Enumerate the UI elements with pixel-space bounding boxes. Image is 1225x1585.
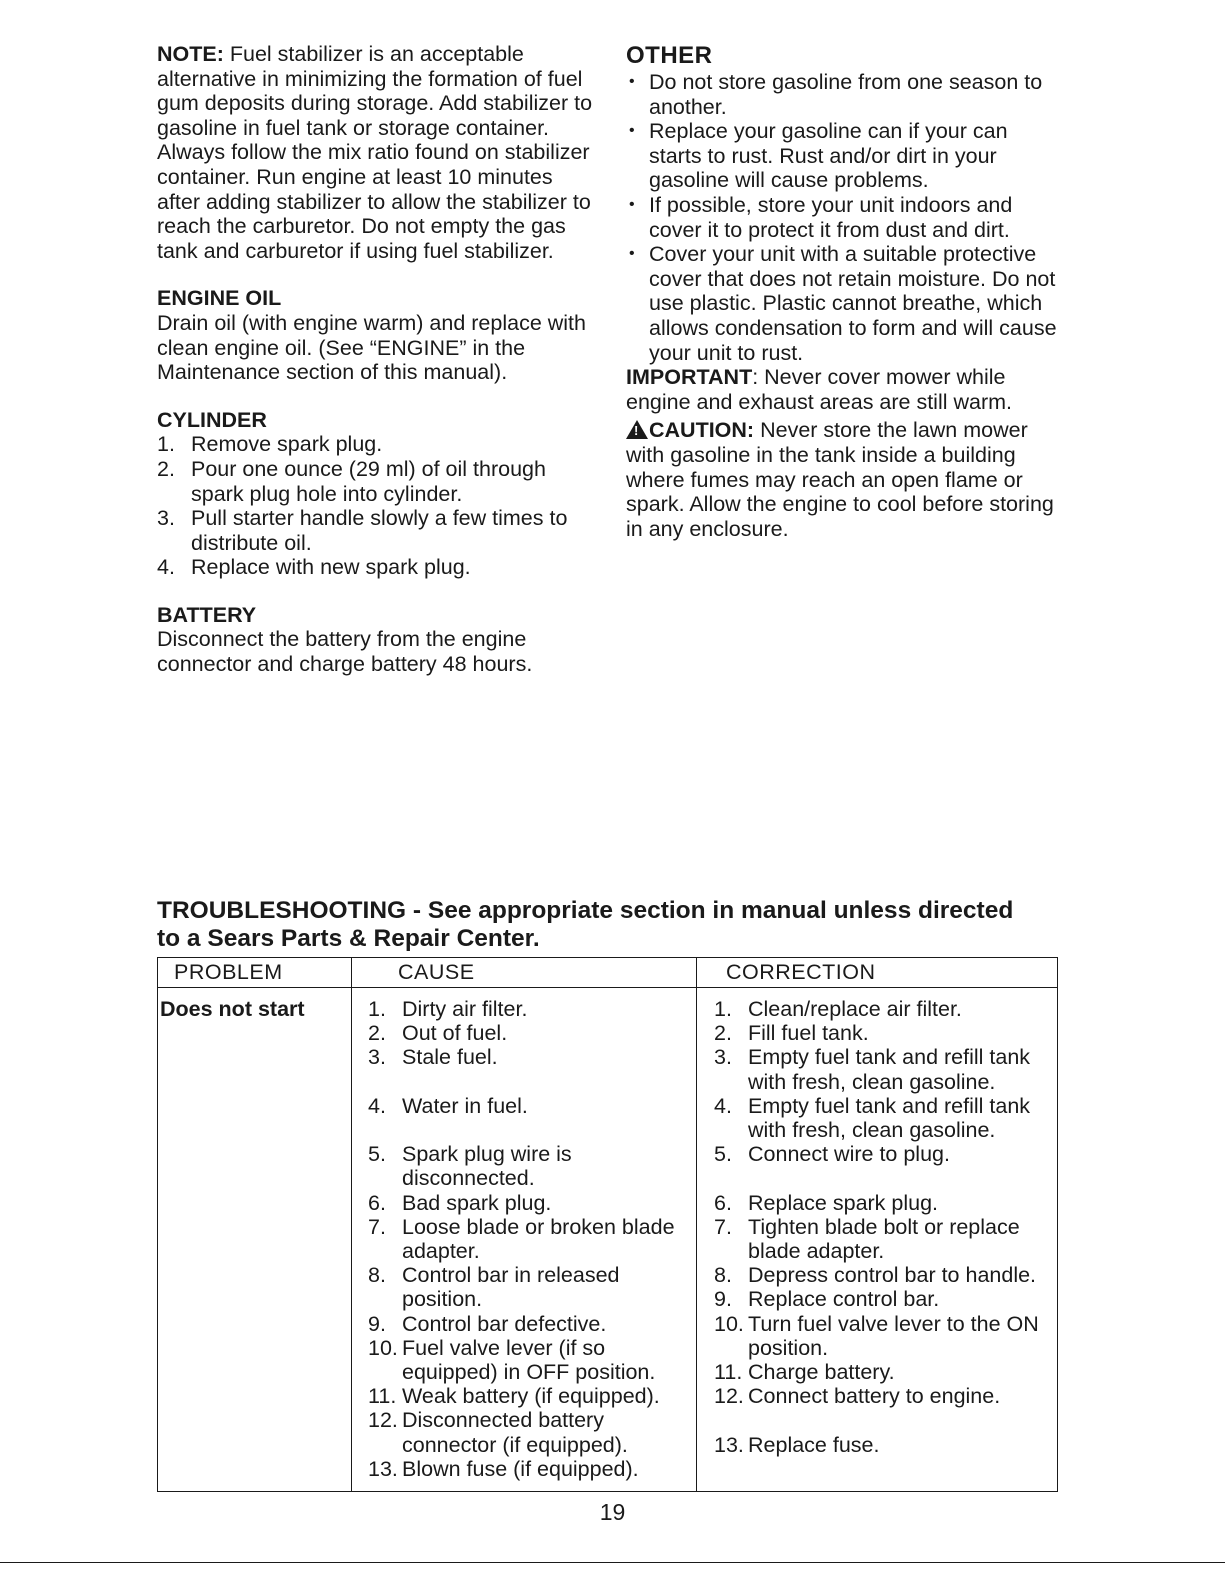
list-item [714,1021,1056,1045]
item-text: Out of fuel. [402,1021,508,1046]
list-item [626,119,1066,193]
item-text: Pull starter handle slowly a few times to distribute oil. [191,506,568,555]
list-item [626,193,1066,242]
important-paragraph [626,365,1066,414]
header-divider [158,987,1057,988]
item-number: 10. [368,1335,398,1360]
list-item [368,1312,693,1336]
correction-list [714,997,1056,1457]
item-text: Connect wire to plug. [748,1142,950,1167]
item-number: 6. [368,1190,386,1215]
other-heading: OTHER [626,42,713,69]
list-item [714,1215,1056,1263]
list-item [368,1215,693,1263]
bullet-icon: • [629,122,635,140]
item-number: 3. [714,1045,732,1070]
item-text: Water in fuel. [402,1093,528,1118]
left-column [157,42,597,677]
battery-text: Disconnect the battery from the engine connector and charge battery 48 hours. [157,627,533,677]
troubleshooting-table [157,957,1058,1492]
item-text: Weak battery (if equipped). [402,1384,660,1409]
list-item [368,1263,693,1311]
item-text: Pour one ounce (29 ml) of oil through spark plug hole into cylinder. [191,456,546,506]
note-paragraph [157,42,597,263]
important-text: : Never cover mower while engine and exhaust areas are still warm. [626,365,1013,414]
bullet-icon: • [629,195,635,213]
item-text: Dirty air filter. [402,997,528,1021]
item-number: 8. [714,1263,732,1288]
list-item [157,555,597,580]
item-number: 5. [368,1142,386,1167]
list-item [368,1191,693,1215]
item-text: Bad spark plug. [402,1190,552,1215]
troubleshooting-heading-line1: TROUBLESHOOTING - See appropriate section in manual unless directed [157,897,1014,924]
item-text: Fuel valve lever (if so equipped) in OFF position. [402,1335,656,1385]
list-item [368,1408,693,1456]
item-text: Do not store gasoline from one season to another. [649,70,1043,119]
list-item [368,1094,693,1118]
note-label: NOTE: [157,42,224,66]
item-text: Tighten blade bolt or replace blade adapter. [748,1214,1020,1264]
page-number: 19 [599,1499,626,1525]
item-number: 2. [157,456,175,481]
item-number: 3. [368,1045,386,1070]
item-text: Remove spark plug. [191,432,383,457]
item-text: Replace with new spark plug. [191,555,471,580]
engine-oil-heading: ENGINE OIL [157,286,282,311]
item-text: If possible, store your unit indoors and cover it to protect it from dust and dirt. [649,192,1013,242]
item-text: Spark plug wire is disconnected. [402,1142,572,1191]
important-label: IMPORTANT [626,365,753,390]
list-item [714,1045,1056,1093]
item-number: 12. [368,1408,398,1433]
list-item [626,70,1066,119]
item-text: Cover your unit with a suitable protective cover that does not retain moisture. Do not use plastic. Plastic cannot breathe, which allows condensation to form and will cause your unit to rust. [649,242,1057,365]
caution-label: CAUTION: [649,418,755,443]
list-item [368,997,693,1021]
problem-cell: Does not start [160,997,305,1021]
correction-cell [714,997,1056,1457]
list-item [368,1336,693,1384]
item-number: 4. [714,1093,732,1118]
cylinder-steps [157,432,597,580]
troubleshooting-heading-line2: to a Sears Parts & Repair Center. [157,925,540,952]
item-number: 4. [368,1093,386,1118]
bullet-icon: • [629,73,635,90]
list-item [714,997,1056,1021]
item-text: Replace your gasoline can if your can starts to rust. Rust and/or dirt in your gasoline will cause problems. [649,119,1008,193]
note-text: Fuel stabilizer is an acceptable alternative in minimizing the formation of fuel gum deposits during storage. Add stabilizer to gasoline in fuel tank or storage container. Always follow the mix ratio found on stabilizer container. Run engine at least 10 minutes after adding stabilizer to allow the stabilizer to reach the carburetor. Do not empty the gas tank and carburetor if using fuel stabilizer. [157,42,593,263]
list-item [368,1045,693,1069]
list-item [714,1384,1056,1408]
page-bottom-rule [0,1562,1225,1563]
item-text: Connect battery to engine. [748,1384,1001,1409]
item-number: 9. [368,1311,386,1336]
list-item [157,506,597,555]
item-number: 1. [157,432,175,457]
list-item [368,1384,693,1408]
item-text: Replace control bar. [748,1287,940,1312]
item-number: 13. [714,1432,744,1457]
item-number: 11. [368,1384,397,1409]
item-text: Stale fuel. [402,1045,498,1070]
item-number: 11. [714,1360,743,1385]
bullet-icon: • [629,245,635,263]
item-text: Turn fuel valve lever to the ON position. [748,1311,1039,1360]
item-number: 13. [368,1456,398,1481]
item-number: 7. [714,1214,732,1239]
item-number: 12. [714,1384,744,1409]
cause-cell [368,997,693,1481]
item-text: Disconnected battery connector (if equipped). [402,1408,628,1457]
list-item [368,1142,693,1190]
list-item [714,1360,1056,1384]
item-number: 10. [714,1311,744,1336]
cause-list [368,997,693,1481]
item-text: Blown fuse (if equipped). [402,1456,639,1481]
item-number: 4. [157,555,175,580]
battery-heading: BATTERY [157,602,257,627]
list-item [368,1457,693,1481]
list-item [626,242,1066,365]
item-text: Depress control bar to handle. [748,1263,1037,1288]
caution-paragraph [626,418,1066,541]
item-text: Clean/replace air filter. [748,997,962,1021]
header-cause: CAUSE [398,960,475,984]
item-number: 1. [714,997,732,1021]
item-text: Loose blade or broken blade adapter. [402,1214,675,1263]
warning-triangle-icon [626,420,648,439]
list-item [714,1433,1056,1457]
item-number: 6. [714,1190,732,1215]
troubleshooting-heading [157,897,1067,953]
item-text: Empty fuel tank and refill tank with fresh, clean gasoline. [748,1093,1031,1143]
item-number: 5. [714,1142,732,1167]
column-divider [351,958,352,1491]
item-text: Control bar in released position. [402,1263,620,1312]
item-number: 3. [157,506,175,531]
item-text: Charge battery. [748,1360,895,1385]
item-number: 2. [368,1021,386,1046]
cylinder-heading: CYLINDER [157,407,267,432]
item-text: Empty fuel tank and refill tank with fresh, clean gasoline. [748,1045,1031,1094]
header-problem: PROBLEM [174,960,283,984]
item-text: Fill fuel tank. [748,1021,869,1046]
item-number: 8. [368,1263,386,1288]
list-item [714,1094,1056,1142]
list-item [157,457,597,506]
list-item [714,1142,1056,1166]
list-item [714,1287,1056,1311]
item-text: Replace spark plug. [748,1190,939,1215]
list-item [714,1263,1056,1287]
item-number: 9. [714,1287,732,1312]
list-item [714,1312,1056,1360]
item-text: Control bar defective. [402,1311,607,1336]
item-text: Replace fuse. [748,1432,880,1457]
list-item [714,1191,1056,1215]
item-number: 2. [714,1021,732,1046]
item-number: 1. [368,997,386,1021]
right-column [626,42,1066,541]
engine-oil-text: Drain oil (with engine warm) and replace with clean engine oil. (See “ENGINE” in the Maintenance section of this manual). [157,310,586,385]
caution-text: Never store the lawn mower with gasoline in the tank inside a building where fumes may reach an open flame or spark. Allow the engine to cool before storing in any enclosure. [626,418,1054,541]
header-correction: CORRECTION [726,960,876,984]
list-item [368,1021,693,1045]
column-divider [696,958,697,1491]
list-item [157,432,597,457]
item-number: 7. [368,1214,386,1239]
other-bullets [626,70,1066,365]
